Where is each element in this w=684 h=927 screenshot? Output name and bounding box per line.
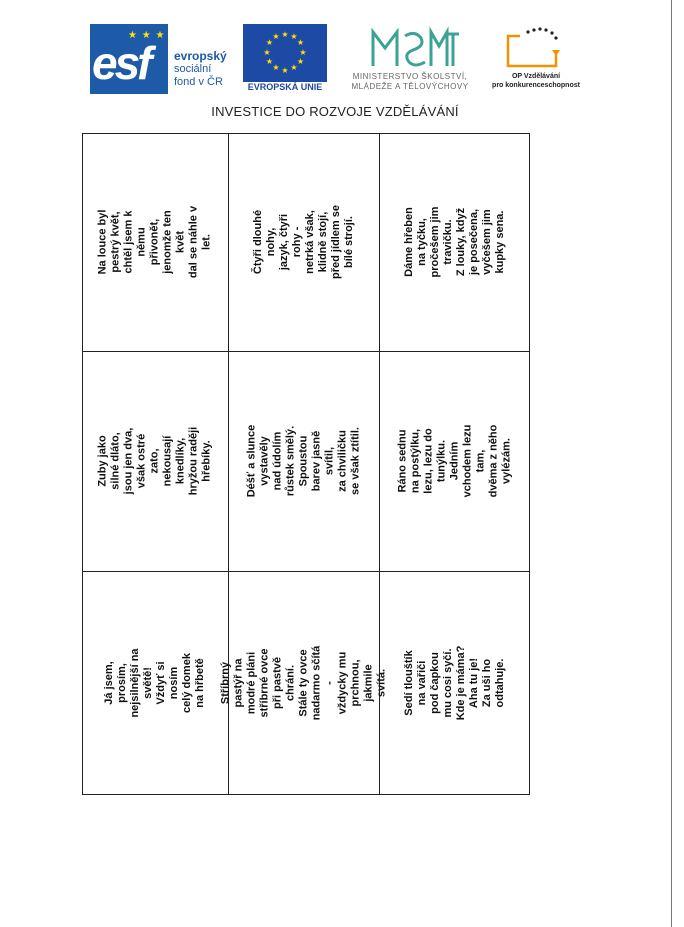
riddle-cell [82, 351, 228, 571]
riddle-text: Zuby jako silné dláto, jsou jen dva, však ostré zato, nekousají knedlíky, hryžou raději hřebíky. [96, 426, 213, 496]
msmt-logo [335, 24, 485, 94]
svg-text:★: ★ [296, 38, 305, 47]
op-caption [486, 72, 586, 90]
riddle-text: Sedí tlouštík na vařiči pod čapkou mu cosi syčí. Kde je máma? Aha tu je! Za uši ho odtahuje. [402, 645, 506, 720]
esf-line1: evropský [174, 49, 227, 63]
riddle-cell [82, 133, 228, 351]
esf-line3: fond v ČR [174, 76, 223, 88]
eu-caption: EVROPSKÁ UNIE [247, 82, 323, 92]
esf-logo [90, 24, 240, 94]
esf-line2: sociální [174, 63, 212, 75]
msmt-mark-icon [335, 24, 485, 72]
riddle-cell [228, 133, 379, 351]
esf-logo-text [174, 50, 227, 89]
riddle-cell [228, 351, 379, 571]
svg-text:★: ★ [290, 32, 298, 41]
op-line2: pro konkurenceschopnost [492, 82, 580, 89]
svg-text:★: ★ [281, 66, 289, 75]
riddle-text: Na louce byl pestrý květ, chtěl jsem k němu přivonět, jenomže ten květ dal se náhle v let. [96, 205, 213, 279]
riddle-cell [379, 133, 530, 351]
eu-flag-icon [243, 24, 327, 82]
riddle-cell [379, 351, 530, 571]
table-border-bottom [82, 794, 530, 795]
msmt-line2: MLÁDEŽE A TĚLOVÝCHOVY [351, 82, 469, 91]
op-logo [486, 24, 586, 94]
riddle-cell [82, 571, 228, 794]
invest-heading: INVESTICE DO ROZVOJE VZDĚLÁVÁNÍ [211, 104, 459, 119]
svg-text:★: ★ [263, 48, 271, 57]
msmt-caption [335, 72, 485, 92]
riddle-table [82, 133, 530, 795]
page-edge [671, 0, 672, 927]
riddle-text: Já jsem, prosím, nejsilnější na světě! Vždyť si nosím celý domek na hřbetě [103, 647, 206, 718]
esf-logo-block [90, 24, 168, 94]
msmt-line1: MINISTERSTVO ŠKOLSTVÍ, [352, 72, 468, 81]
svg-text:★: ★ [265, 38, 274, 47]
riddle-cell [379, 571, 530, 794]
svg-text:★: ★ [290, 63, 298, 72]
riddle-text: Čtyři dlouhé nohy, jazyk, čtyři rohy - netrká však, klidně stojí, před jídlem se bílé strojí. [251, 205, 355, 279]
riddle-text: Ráno sednu na postýlku, lezu, lezu do tunýlku. Jedním vchodem lezu tam, dvěma z něho vylézám. [396, 424, 512, 498]
svg-text:★: ★ [272, 32, 280, 41]
riddle-text: Déšť a slunce vystavěly nad údolím růstek smělý. Spoustou barev jasně svítil, za chviličku se však ztítil. [245, 424, 361, 498]
svg-text:★: ★ [281, 30, 289, 39]
riddle-cell [219, 571, 387, 794]
op-line1: OP Vzdělávání [511, 73, 561, 80]
svg-text:★: ★ [272, 63, 280, 72]
svg-text:★: ★ [296, 57, 305, 66]
svg-text:★: ★ [265, 57, 274, 66]
esf-logo-letters: esf [92, 37, 150, 89]
riddle-text: Dáme hřeben na tyčku, pročešem jim travičku. Z louky, když je posečena, vyčešem jim kupky sena. [402, 206, 506, 278]
eu-logo [243, 24, 327, 94]
stars-icon: ★ ★ ★ [128, 30, 166, 41]
svg-text:★: ★ [299, 48, 307, 57]
riddle-text: Stříbrný pastýř na modré pláni stříbrné ovce při pastvě chrání. Stále ty ovce nadarmo sčítá - vždycky mu prchnou, jakmile svítá. [219, 645, 387, 720]
op-mark-icon [486, 24, 586, 72]
